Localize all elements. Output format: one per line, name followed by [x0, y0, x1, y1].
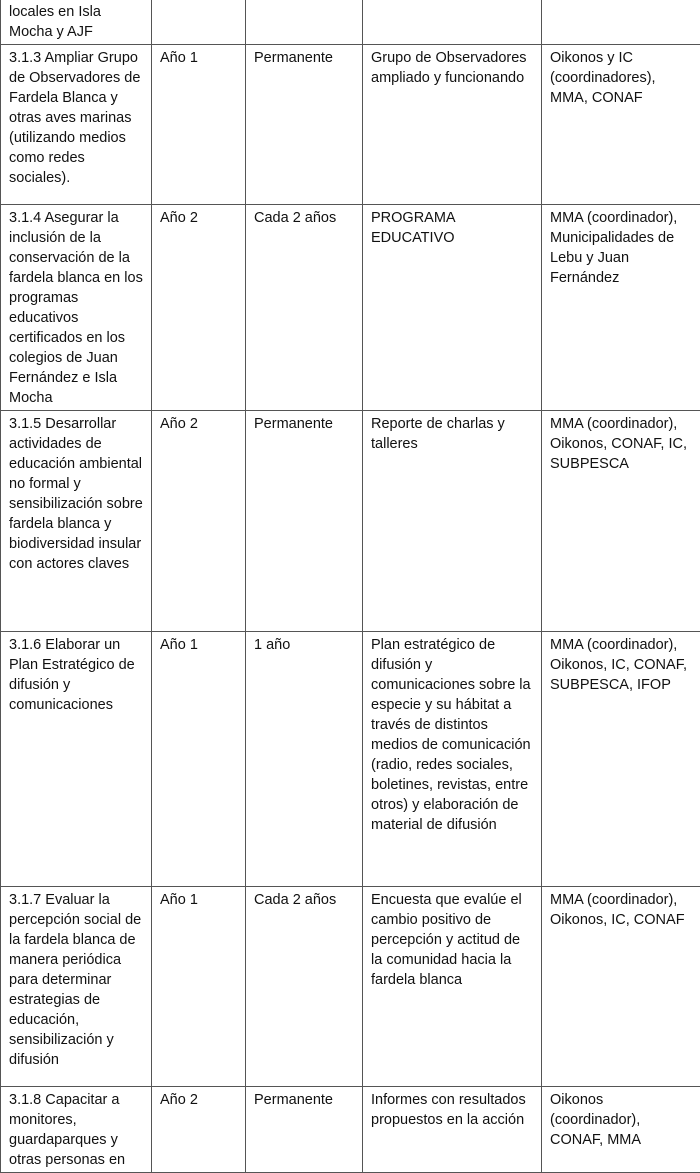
responsible-cell: Oikonos (coordinador), CONAF, MMA	[542, 1087, 700, 1173]
indicator-cell	[363, 0, 542, 45]
action-cell: 3.1.4 Asegurar la inclusión de la conservación de la fardela blanca en los programas educativos certificados en los colegios de Juan Fernández e Isla Mocha	[1, 205, 152, 411]
table-row	[1, 632, 700, 887]
action-cell: 3.1.7 Evaluar la percepción social de la fardela blanca de manera periódica para determinar estrategias de educación, sensibilización y difusión	[1, 887, 152, 1087]
table-row	[1, 0, 700, 45]
frequency-cell	[246, 0, 363, 45]
start-cell: Año 2	[152, 411, 246, 632]
action-cell: 3.1.3 Ampliar Grupo de Observadores de Fardela Blanca y otras aves marinas (utilizando medios como redes sociales).	[1, 45, 152, 205]
action-cell: locales en Isla Mocha y AJF	[1, 0, 152, 45]
indicator-cell: Encuesta que evalúe el cambio positivo de percepción y actitud de la comunidad hacia la fardela blanca	[363, 887, 542, 1087]
indicator-cell: Grupo de Observadores ampliado y funcionando	[363, 45, 542, 205]
responsible-cell: MMA (coordinador), Oikonos, IC, CONAF, SUBPESCA, IFOP	[542, 632, 700, 887]
responsible-cell: MMA (coordinador), Oikonos, IC, CONAF	[542, 887, 700, 1087]
action-cell: 3.1.6 Elaborar un Plan Estratégico de difusión y comunicaciones	[1, 632, 152, 887]
frequency-cell: 1 año	[246, 632, 363, 887]
start-cell: Año 2	[152, 205, 246, 411]
responsible-cell	[542, 0, 700, 45]
start-cell: Año 1	[152, 45, 246, 205]
action-cell: 3.1.5 Desarrollar actividades de educación ambiental no formal y sensibilización sobre fardela blanca y biodiversidad insular con actores claves	[1, 411, 152, 632]
indicator-cell: PROGRAMA EDUCATIVO	[363, 205, 542, 411]
frequency-cell: Cada 2 años	[246, 205, 363, 411]
responsible-cell: MMA (coordinador), Municipalidades de Lebu y Juan Fernández	[542, 205, 700, 411]
table-row	[1, 205, 700, 411]
indicator-cell: Reporte de charlas y talleres	[363, 411, 542, 632]
table-row	[1, 45, 700, 205]
indicator-cell: Plan estratégico de difusión y comunicaciones sobre la especie y su hábitat a través de distintos medios de comunicación (radio, redes sociales, boletines, revistas, entre otros) y elaboración de material de difusión	[363, 632, 542, 887]
frequency-cell: Permanente	[246, 45, 363, 205]
indicator-cell: Informes con resultados propuestos en la acción	[363, 1087, 542, 1173]
table-row	[1, 1087, 700, 1173]
responsible-cell: MMA (coordinador), Oikonos, CONAF, IC, SUBPESCA	[542, 411, 700, 632]
frequency-cell: Cada 2 años	[246, 887, 363, 1087]
start-cell: Año 2	[152, 1087, 246, 1173]
frequency-cell: Permanente	[246, 1087, 363, 1173]
frequency-cell: Permanente	[246, 411, 363, 632]
start-cell: Año 1	[152, 887, 246, 1087]
start-cell: Año 1	[152, 632, 246, 887]
responsible-cell: Oikonos y IC (coordinadores), MMA, CONAF	[542, 45, 700, 205]
action-cell: 3.1.8 Capacitar a monitores, guardaparques y otras personas en	[1, 1087, 152, 1173]
start-cell	[152, 0, 246, 45]
table-row	[1, 411, 700, 632]
table-row	[1, 887, 700, 1087]
